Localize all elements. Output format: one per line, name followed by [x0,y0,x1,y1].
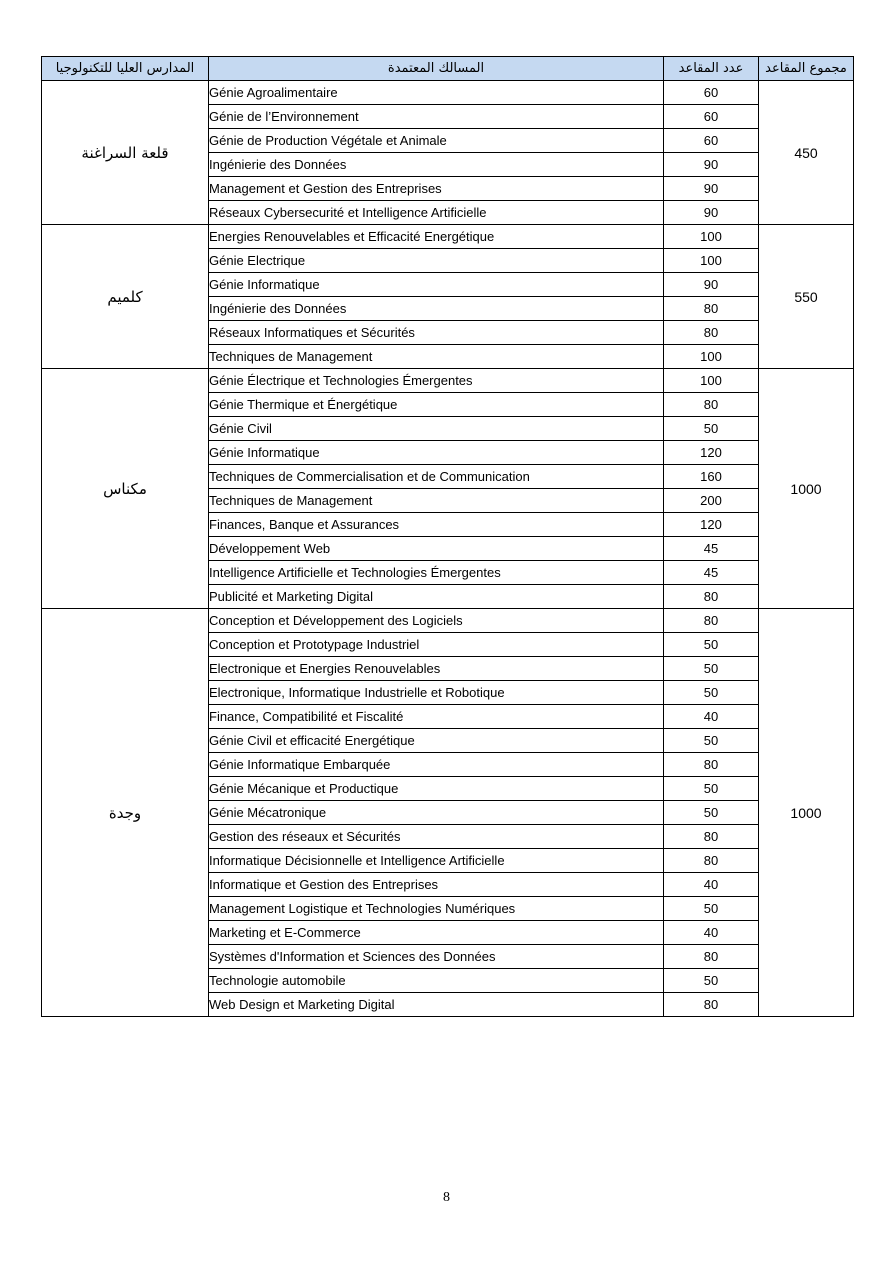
header-row [42,57,854,81]
table-header [42,57,854,81]
school-name: وجدة [42,609,209,1017]
program-name: Energies Renouvelables et Efficacité Energétique [209,225,664,249]
seat-count: 90 [664,273,759,297]
program-name: Marketing et E-Commerce [209,921,664,945]
program-name: Génie Civil et efficacité Energétique [209,729,664,753]
seat-count: 50 [664,969,759,993]
program-name: Ingénierie des Données [209,153,664,177]
seat-count: 80 [664,849,759,873]
total-seats: 550 [759,225,854,369]
seat-count: 50 [664,633,759,657]
seat-count: 120 [664,441,759,465]
program-name: Systèmes d'Information et Sciences des Données [209,945,664,969]
program-name: Génie Thermique et Énergétique [209,393,664,417]
header-schools: المدارس العليا للتكنولوجيا [42,57,209,81]
program-name: Informatique Décisionnelle et Intelligence Artificielle [209,849,664,873]
seat-count: 45 [664,537,759,561]
seat-count: 40 [664,873,759,897]
seat-count: 40 [664,921,759,945]
seat-count: 80 [664,945,759,969]
program-name: Génie Electrique [209,249,664,273]
seat-count: 50 [664,681,759,705]
program-name: Génie Électrique et Technologies Émergentes [209,369,664,393]
program-name: Développement Web [209,537,664,561]
total-seats: 450 [759,81,854,225]
school-name: قلعة السراغنة [42,81,209,225]
seat-count: 50 [664,657,759,681]
program-name: Technologie automobile [209,969,664,993]
program-name: Gestion des réseaux et Sécurités [209,825,664,849]
seat-count: 80 [664,321,759,345]
table-body [42,81,854,1017]
seat-count: 80 [664,825,759,849]
seat-count: 120 [664,513,759,537]
program-name: Génie Informatique [209,441,664,465]
program-name: Techniques de Commercialisation et de Communication [209,465,664,489]
seat-count: 100 [664,345,759,369]
seat-count: 160 [664,465,759,489]
seat-count: 60 [664,105,759,129]
program-name: Informatique et Gestion des Entreprises [209,873,664,897]
program-name: Techniques de Management [209,345,664,369]
table-row [42,225,854,249]
header-programs: المسالك المعتمدة [209,57,664,81]
program-name: Génie Agroalimentaire [209,81,664,105]
seat-count: 40 [664,705,759,729]
program-name: Intelligence Artificielle et Technologies Émergentes [209,561,664,585]
program-name: Génie Mécanique et Productique [209,777,664,801]
seat-count: 50 [664,897,759,921]
seat-count: 80 [664,297,759,321]
seats-table [41,56,854,1017]
program-name: Finance, Compatibilité et Fiscalité [209,705,664,729]
seat-count: 90 [664,177,759,201]
seat-count: 80 [664,993,759,1017]
header-seats: عدد المقاعد [664,57,759,81]
program-name: Génie Informatique Embarquée [209,753,664,777]
seat-count: 100 [664,225,759,249]
seat-count: 50 [664,801,759,825]
program-name: Finances, Banque et Assurances [209,513,664,537]
seat-count: 200 [664,489,759,513]
seat-count: 100 [664,249,759,273]
school-name: مكناس [42,369,209,609]
table-row [42,609,854,633]
program-name: Conception et Prototypage Industriel [209,633,664,657]
seat-count: 60 [664,81,759,105]
header-total: مجموع المقاعد [759,57,854,81]
program-name: Génie de Production Végétale et Animale [209,129,664,153]
program-name: Génie Informatique [209,273,664,297]
program-name: Publicité et Marketing Digital [209,585,664,609]
table-row [42,369,854,393]
seat-count: 50 [664,417,759,441]
total-seats: 1000 [759,609,854,1017]
seat-count: 45 [664,561,759,585]
total-seats: 1000 [759,369,854,609]
seat-count: 80 [664,609,759,633]
seat-count: 80 [664,393,759,417]
seat-count: 50 [664,777,759,801]
table-row [42,81,854,105]
seat-count: 50 [664,729,759,753]
seat-count: 60 [664,129,759,153]
seat-count: 80 [664,585,759,609]
program-name: Web Design et Marketing Digital [209,993,664,1017]
program-name: Electronique et Energies Renouvelables [209,657,664,681]
program-name: Management Logistique et Technologies Numériques [209,897,664,921]
program-name: Génie de l’Environnement [209,105,664,129]
program-name: Management et Gestion des Entreprises [209,177,664,201]
program-name: Techniques de Management [209,489,664,513]
program-name: Conception et Développement des Logiciels [209,609,664,633]
page-number: 8 [443,1190,450,1205]
seat-count: 80 [664,753,759,777]
school-name: كلميم [42,225,209,369]
seat-count: 100 [664,369,759,393]
program-name: Génie Civil [209,417,664,441]
program-name: Ingénierie des Données [209,297,664,321]
program-name: Génie Mécatronique [209,801,664,825]
seat-count: 90 [664,201,759,225]
program-name: Réseaux Cybersecurité et Intelligence Artificielle [209,201,664,225]
seat-count: 90 [664,153,759,177]
program-name: Electronique, Informatique Industrielle et Robotique [209,681,664,705]
program-name: Réseaux Informatiques et Sécurités [209,321,664,345]
